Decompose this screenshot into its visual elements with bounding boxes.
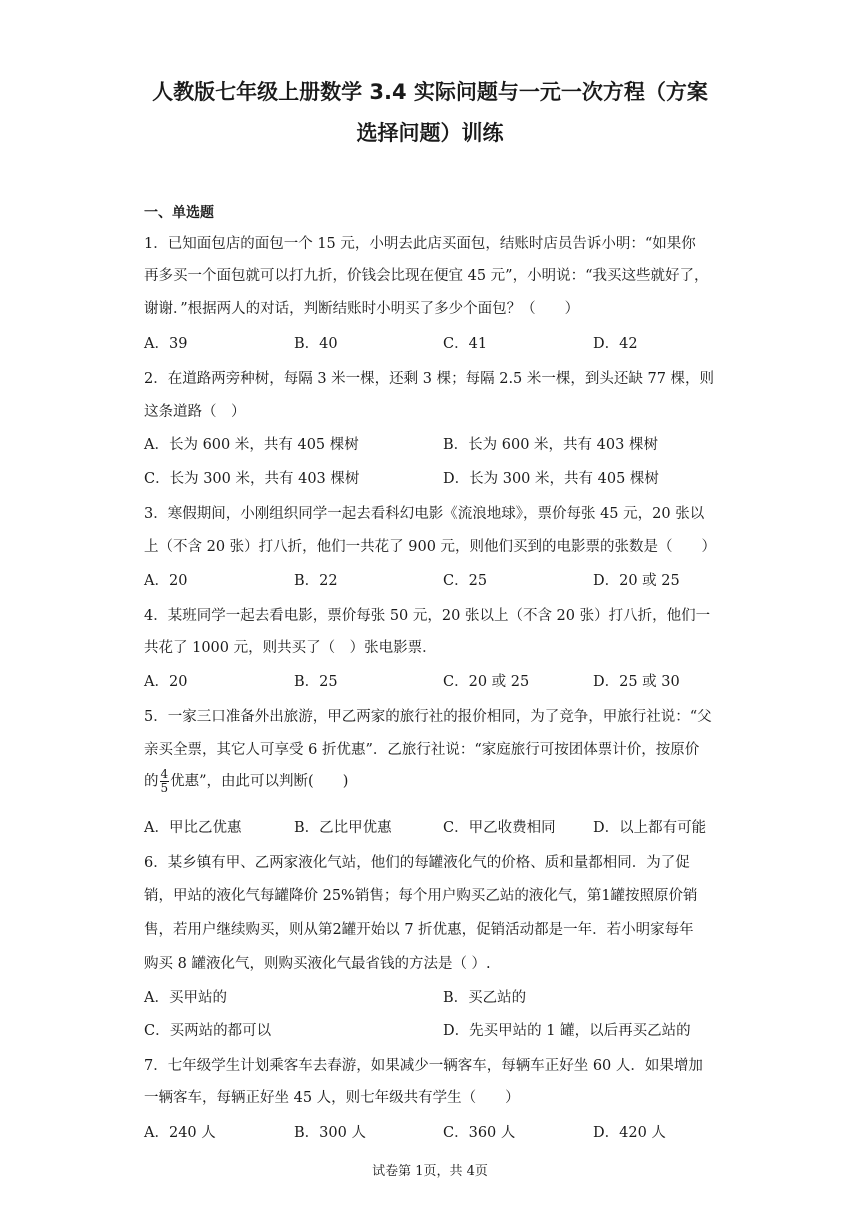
question-2-option-c[interactable]: C．长为 300 米，共有 403 棵树 — [144, 471, 360, 487]
question-5-line-1: 5．一家三口准备外出旅游，甲乙两家的旅行社的报价相同，为了竞争，甲旅行社说：“父 — [144, 709, 712, 725]
question-5-option-c[interactable]: C．甲乙收费相同 — [443, 820, 556, 836]
question-2-line-2: 这条道路（ ） — [144, 404, 246, 420]
question-6-option-d[interactable]: D．先买甲站的 1 罐，以后再买乙站的 — [443, 1023, 691, 1039]
question-3-option-d[interactable]: D．20 或 25 — [593, 573, 680, 589]
question-5-line-3-after: 优惠”，由此可以判断( ) — [170, 773, 349, 790]
page-footer: 试卷第 1页，共 4页 — [372, 1164, 488, 1179]
question-4-option-d[interactable]: D．25 或 30 — [593, 674, 680, 690]
question-7-line-2: 一辆客车，每辆正好坐 45 人，则七年级共有学生（ ） — [144, 1090, 520, 1106]
question-5-option-d[interactable]: D．以上都有可能 — [593, 820, 707, 836]
question-1-line-1: 1．已知面包店的面包一个 15 元，小明去此店买面包，结账时店员告诉小明：“如果你 — [144, 236, 696, 252]
question-6-option-b[interactable]: B．买乙站的 — [443, 990, 527, 1006]
question-5-line-3-before: 的 — [144, 773, 159, 790]
question-7-line-1: 7．七年级学生计划乘客车去春游，如果减少一辆客车，每辆车正好坐 60 人．如果增加 — [144, 1058, 703, 1074]
question-3-line-2: 上（不含 20 张）打八折，他们一共花了 900 元，则他们买到的电影票的张数是（ ） — [144, 539, 717, 555]
section-heading: 一、单选题 — [144, 205, 214, 221]
question-4-option-c[interactable]: C．20 或 25 — [443, 674, 530, 690]
question-7-option-a[interactable]: A．240 人 — [144, 1125, 216, 1141]
page-title-line-2: 选择问题）训练 — [356, 121, 504, 145]
fraction-numerator: 4 — [160, 767, 169, 781]
question-3-option-c[interactable]: C．25 — [443, 573, 488, 589]
question-2-line-1: 2．在道路两旁种树，每隔 3 米一棵，还剩 3 棵；每隔 2.5 米一棵，到头还缺 77 棵，则 — [144, 371, 715, 387]
question-1-option-d[interactable]: D．42 — [593, 336, 638, 352]
question-4-option-b[interactable]: B．25 — [294, 674, 338, 690]
question-6-line-4: 购买 8 罐液化气，则购买液化气最省钱的方法是（ ）. — [144, 956, 491, 972]
question-6-option-c[interactable]: C．买两站的都可以 — [144, 1023, 272, 1039]
question-3-option-b[interactable]: B．22 — [294, 573, 338, 589]
question-5-option-a[interactable]: A．甲比乙优惠 — [144, 820, 242, 836]
question-2-option-a[interactable]: A．长为 600 米，共有 405 棵树 — [144, 437, 359, 453]
question-1-option-b[interactable]: B．40 — [294, 336, 338, 352]
question-1-option-a[interactable]: A．39 — [144, 336, 188, 352]
question-7-option-b[interactable]: B．300 人 — [294, 1125, 366, 1141]
question-7-option-d[interactable]: D．420 人 — [593, 1125, 666, 1141]
question-4-line-2: 共花了 1000 元，则共买了（ ）张电影票． — [144, 640, 437, 656]
page-title-line-1: 人教版七年级上册数学 3.4 实际问题与一元一次方程（方案 — [152, 80, 708, 104]
question-2-option-b[interactable]: B．长为 600 米，共有 403 棵树 — [443, 437, 658, 453]
question-1-line-2: 再多买一个面包就可以打九折，价钱会比现在便宜 45 元”，小明说：“我买这些就好了， — [144, 268, 709, 284]
question-3-line-1: 3．寒假期间，小刚组织同学一起去看科幻电影《流浪地球》，票价每张 45 元，20 张以 — [144, 506, 705, 522]
question-6-line-1: 6．某乡镇有甲、乙两家液化气站，他们的每罐液化气的价格、质和量都相同．为了促 — [144, 855, 690, 871]
question-5-line-3 — [144, 768, 348, 795]
question-6-line-3: 售，若用户继续购买，则从第2罐开始以 7 折优惠，促销活动都是一年．若小明家每年 — [144, 922, 694, 938]
question-4-line-1: 4．某班同学一起去看电影，票价每张 50 元，20 张以上（不含 20 张）打八折，他们一 — [144, 608, 711, 624]
question-5-line-2: 亲买全票，其它人可享受 6 折优惠”．乙旅行社说：“家庭旅行可按团体票计价，按原价 — [144, 742, 700, 758]
question-7-option-c[interactable]: C．360 人 — [443, 1125, 516, 1141]
question-2-option-d[interactable]: D．长为 300 米，共有 405 棵树 — [443, 471, 659, 487]
fraction-denominator: 5 — [160, 781, 169, 795]
question-1-line-3: 谢谢．”根据两人的对话，判断结账时小明买了多少个面包？（ ） — [144, 301, 580, 317]
question-6-option-a[interactable]: A．买甲站的 — [144, 990, 227, 1006]
question-4-option-a[interactable]: A．20 — [144, 674, 188, 690]
question-1-option-c[interactable]: C．41 — [443, 336, 488, 352]
question-6-line-2: 销，甲站的液化气每罐降价 25%销售；每个用户购买乙站的液化气，第1罐按照原价销 — [144, 888, 698, 904]
fraction-four-fifths — [160, 768, 170, 795]
question-5-option-b[interactable]: B．乙比甲优惠 — [294, 820, 392, 836]
question-3-option-a[interactable]: A．20 — [144, 573, 188, 589]
